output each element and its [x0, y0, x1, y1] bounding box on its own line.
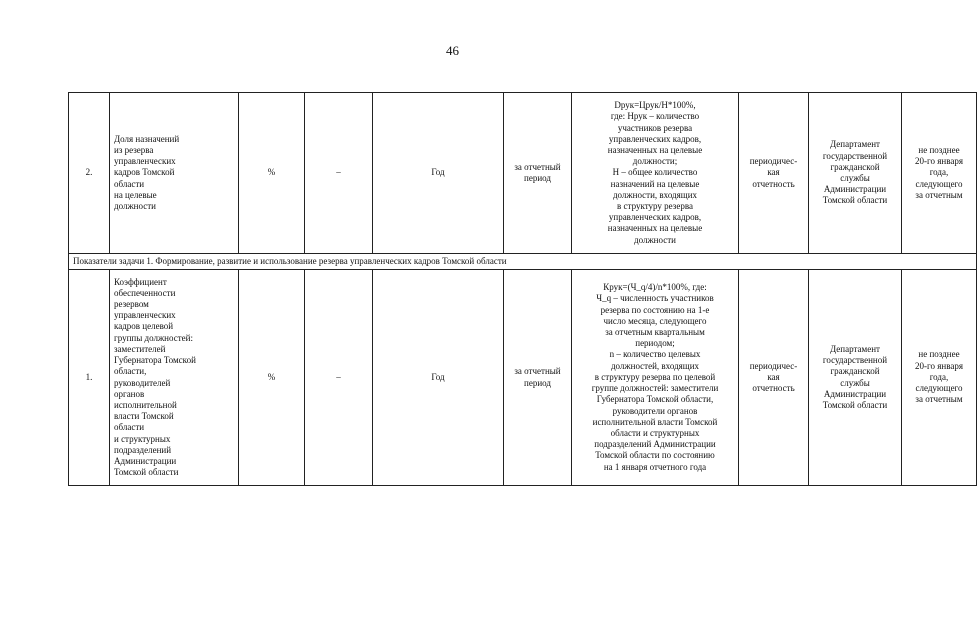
page-number: 46	[446, 43, 459, 58]
formula-cell: Крук=(Ч_q/4)/n*100%, где: Ч_q – численность участников резерва по состоянию на 1-е число месяца, следующего за отчетным квартальным периодом; n – количество целевых должностей, входящих в структуру резерва по целевой группе должностей: заместители Губернатора Томской области, руководители органов исполнительной власти Томской области и структурных подразделений Администрации Томской области по состоянию на 1 января отчетного года	[572, 270, 739, 486]
base-value-cell: –	[305, 270, 373, 486]
indicator-name: Доля назначений из резерва управленческих кадров Томской области на целевые должности	[110, 93, 239, 254]
indicators-table	[68, 92, 977, 486]
row-number: 2.	[69, 93, 110, 254]
section-title: Показатели задачи 1. Формирование, развитие и использование резерва управленческих кадров Томской области	[69, 254, 977, 270]
deadline-cell: не позднее 20-го января года, следующего за отчетным	[902, 93, 977, 254]
deadline-cell: не позднее 20-го января года, следующего за отчетным	[902, 270, 977, 486]
report-period-cell: за отчетный период	[504, 93, 572, 254]
indicator-name: Коэффициент обеспеченности резервом управленческих кадров целевой группы должностей: заместителей Губернатора Томской области, руководителей органов исполнительной власти Томской области и структурных подразделений Администрации Томской области	[110, 270, 239, 486]
frequency-cell: периодичес- кая отчетность	[739, 93, 809, 254]
table-row	[69, 93, 977, 254]
unit-cell: %	[239, 93, 305, 254]
table-row	[69, 270, 977, 486]
row-number: 1.	[69, 270, 110, 486]
responsible-cell: Департамент государственной гражданской службы Администрации Томской области	[809, 270, 902, 486]
report-period-cell: за отчетный период	[504, 270, 572, 486]
period-cell: Год	[373, 93, 504, 254]
frequency-cell: периодичес- кая отчетность	[739, 270, 809, 486]
unit-cell: %	[239, 270, 305, 486]
base-value-cell: –	[305, 93, 373, 254]
period-cell: Год	[373, 270, 504, 486]
responsible-cell: Департамент государственной гражданской службы Администрации Томской области	[809, 93, 902, 254]
section-row	[69, 254, 977, 270]
formula-cell: Dрук=Црук/Н*100%, где: Нрук – количество участников резерва управленческих кадров, назначенных на целевые должности; Н – общее количество назначений на целевые должности, входящих в структуру резерва управленческих кадров, назначенных на целевые должности	[572, 93, 739, 254]
